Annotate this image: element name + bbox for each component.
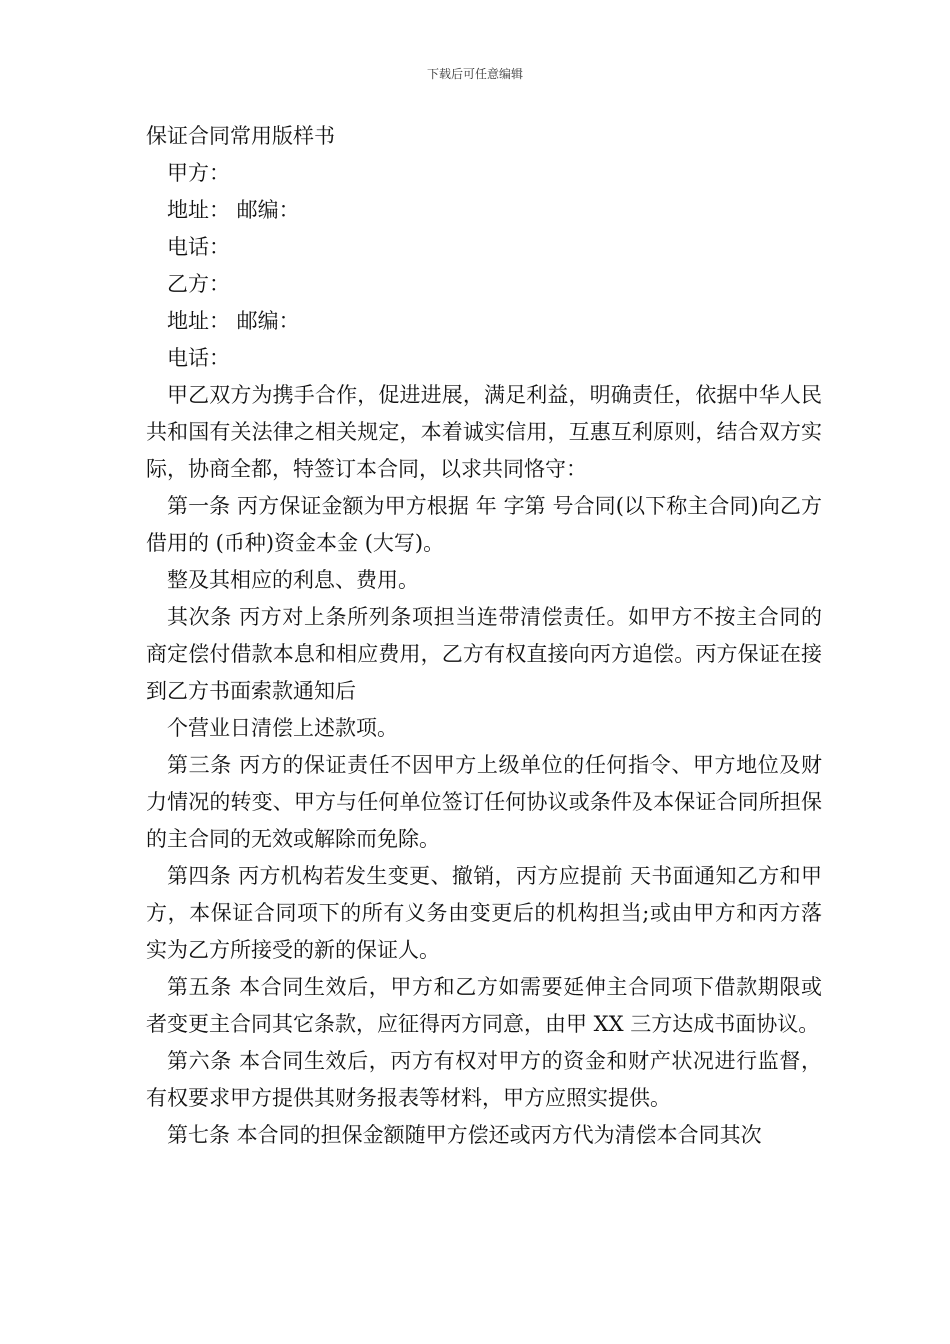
- party-a-address: 地址： 邮编：: [167, 198, 300, 222]
- article-1-continuation: 整及其相应的利息、费用。: [167, 568, 419, 592]
- article-1: 第一条 丙方保证金额为甲方根据 年 字第 号合同(以下称主合同)向乙方借用的 (币种)资金本金 (大写)。: [146, 494, 822, 555]
- article-2-continuation: 个营业日清偿上述款项。: [167, 716, 398, 740]
- contract-document: [146, 118, 822, 1154]
- article-7: 第七条 本合同的担保金额随甲方偿还或丙方代为清偿本合同其次: [167, 1123, 762, 1147]
- header-note: 下载后可任意编辑: [426, 67, 523, 81]
- article-2: 其次条 丙方对上条所列条项担当连带清偿责任。如甲方不按主合同的商定偿付借款本息和相应费用，乙方有权直接向丙方追偿。丙方保证在接到乙方书面索款通知后: [146, 605, 822, 703]
- preamble-paragraph: 甲乙双方为携手合作，促进进展，满足利益，明确责任，依据中华人民共和国有关法律之相关规定，本着诚实信用，互惠互利原则，结合双方实际，协商全都，特签订本合同，以求共同恪守：: [146, 383, 822, 481]
- article-4: 第四条 丙方机构若发生变更、撤销，丙方应提前 天书面通知乙方和甲方，本保证合同项下的所有义务由变更后的机构担当;或由甲方和丙方落实为乙方所接受的新的保证人。: [146, 864, 822, 962]
- article-3: 第三条 丙方的保证责任不因甲方上级单位的任何指令、甲方地位及财力情况的转变、甲方与任何单位签订任何协议或条件及本保证合同所担保的主合同的无效或解除而免除。: [146, 753, 822, 851]
- party-b-phone: 电话：: [167, 346, 230, 370]
- party-b-address: 地址： 邮编：: [167, 309, 300, 333]
- article-6: 第六条 本合同生效后，丙方有权对甲方的资金和财产状况进行监督，有权要求甲方提供其财务报表等材料，甲方应照实提供。: [146, 1049, 822, 1110]
- party-a-phone: 电话：: [167, 235, 230, 259]
- article-5: 第五条 本合同生效后，甲方和乙方如需要延伸主合同项下借款期限或者变更主合同其它条款，应征得丙方同意，由甲 XX 三方达成书面协议。: [146, 975, 822, 1036]
- party-b-label: 乙方：: [167, 272, 230, 296]
- document-title: 保证合同常用版样书: [146, 124, 335, 148]
- party-a-label: 甲方：: [167, 161, 230, 185]
